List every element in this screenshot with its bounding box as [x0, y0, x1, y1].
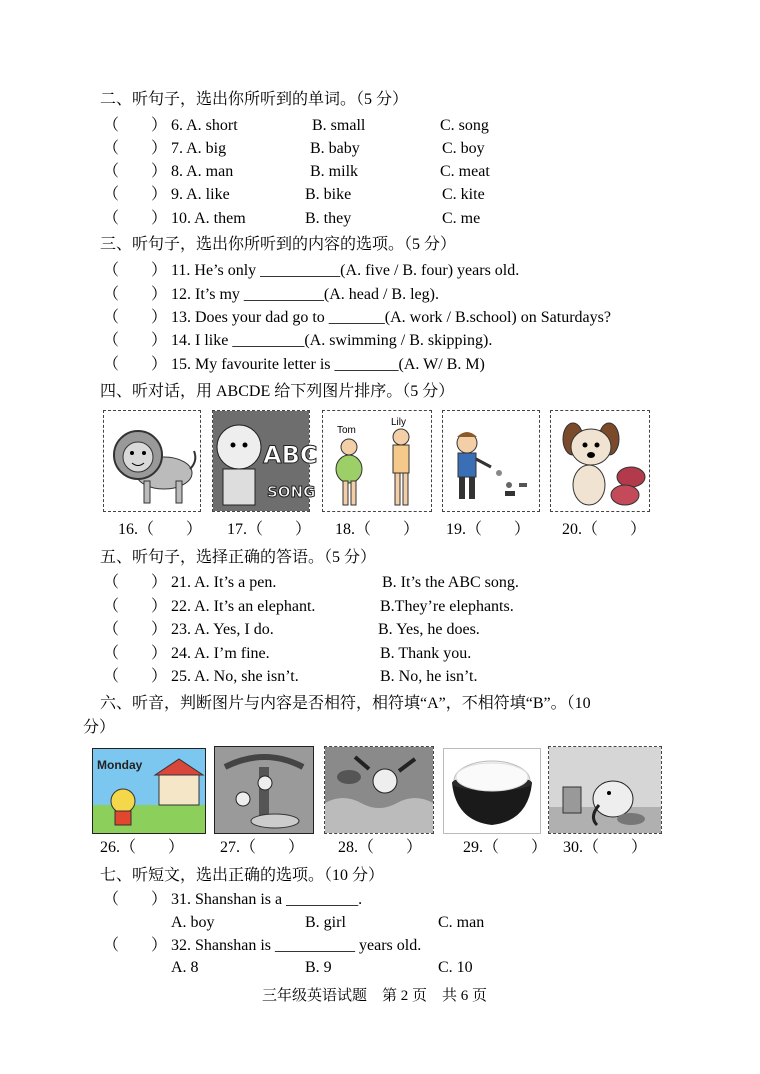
label-27[interactable]: 27.（ ） — [220, 839, 305, 856]
label-20[interactable]: 20.（ ） — [562, 521, 647, 538]
option-a: A. boy — [171, 914, 215, 931]
label-17[interactable]: 17.（ ） — [227, 521, 312, 538]
section-7-title: 七、听短文，选出正确的选项。（10 分） — [100, 867, 385, 884]
section-3-title: 三、听句子，选出你所听到的内容的选项。（5 分） — [100, 236, 457, 253]
abc-text: ABC — [263, 441, 318, 469]
option-a: 22. A. It’s an elephant. — [171, 598, 316, 615]
label-18[interactable]: 18.（ ） — [335, 521, 420, 538]
answer-paren[interactable]: （ ） — [103, 186, 168, 203]
answer-paren[interactable]: （ ） — [103, 645, 168, 662]
option-c: C. kite — [442, 186, 485, 203]
option-a: 24. A. I’m fine. — [171, 645, 270, 662]
option-a: 23. A. Yes, I do. — [171, 621, 274, 638]
tom-label: Tom — [337, 425, 356, 436]
answer-paren[interactable]: （ ） — [103, 891, 168, 908]
page-footer: 三年级英语试题 第 2 页 共 6 页 — [262, 988, 488, 1004]
option-b: B. It’s the ABC song. — [382, 574, 519, 591]
option-c: C. meat — [440, 163, 490, 180]
option-c: C. 10 — [438, 959, 473, 976]
option-a: 9. A. like — [171, 186, 230, 203]
option-b: B. No, he isn’t. — [380, 668, 478, 685]
option-b: B. they — [305, 210, 352, 227]
option-a: 6. A. short — [171, 117, 238, 134]
tom-lily-picture — [322, 410, 432, 512]
section-2-title: 二、听句子，选出你所听到的单词。（5 分） — [100, 91, 409, 108]
answer-paren[interactable]: （ ） — [103, 140, 168, 157]
option-b: B. girl — [305, 914, 346, 931]
answer-paren[interactable]: （ ） — [103, 262, 168, 279]
option-c: C. song — [440, 117, 489, 134]
answer-paren[interactable]: （ ） — [103, 621, 168, 638]
option-b: B. milk — [310, 163, 359, 180]
question-text: 11. He’s only __________(A. five / B. four) years old. — [171, 262, 520, 279]
answer-paren[interactable]: （ ） — [103, 117, 168, 134]
option-b: B. Yes, he does. — [378, 621, 480, 638]
monday-text: Monday — [97, 758, 143, 772]
option-b: B. bike — [305, 186, 352, 203]
abc-song-picture — [212, 410, 318, 512]
boy-throwing-picture — [442, 410, 540, 512]
question-text: 31. Shanshan is a _________. — [171, 891, 363, 908]
answer-paren[interactable]: （ ） — [103, 598, 168, 615]
option-c: C. me — [442, 210, 481, 227]
option-a: 8. A. man — [171, 163, 234, 180]
answer-paren[interactable]: （ ） — [103, 163, 168, 180]
option-a: 25. A. No, she isn’t. — [171, 668, 299, 685]
section-5-title: 五、听句子，选择正确的答语。（5 分） — [100, 549, 377, 566]
answer-paren[interactable]: （ ） — [103, 356, 168, 373]
option-a: 7. A. big — [171, 140, 227, 157]
answer-paren[interactable]: （ ） — [103, 210, 168, 227]
tree-climb-picture — [214, 746, 314, 834]
label-30[interactable]: 30.（ ） — [563, 839, 648, 856]
lily-label: Lily — [391, 417, 407, 428]
option-b: B.They’re elephants. — [380, 598, 514, 615]
rice-bowl-picture — [443, 748, 541, 834]
option-b: B. baby — [310, 140, 360, 157]
option-b: B. 9 — [305, 959, 332, 976]
option-a: 10. A. them — [171, 210, 246, 227]
label-26[interactable]: 26.（ ） — [100, 839, 185, 856]
section-6-title: 六、听音，判断图片与内容是否相符，相符填“A”，不相符填“B”。（10 — [100, 695, 591, 712]
label-28[interactable]: 28.（ ） — [338, 839, 423, 856]
answer-paren[interactable]: （ ） — [103, 286, 168, 303]
label-19[interactable]: 19.（ ） — [446, 521, 531, 538]
swimming-picture — [324, 746, 434, 834]
option-a: 21. A. It’s a pen. — [171, 574, 277, 591]
answer-paren[interactable]: （ ） — [103, 668, 168, 685]
question-text: 32. Shanshan is __________ years old. — [171, 937, 422, 954]
question-text: 13. Does your dad go to _______(A. work / B.school) on Saturdays? — [171, 309, 611, 326]
answer-paren[interactable]: （ ） — [103, 332, 168, 349]
option-b: B. Thank you. — [380, 645, 472, 662]
question-text: 15. My favourite letter is ________(A. W/ B. M) — [171, 356, 485, 373]
section-6-title-cont: 分） — [83, 719, 116, 736]
song-text: SONG — [267, 483, 316, 501]
dog-meat-picture — [550, 410, 650, 512]
option-c: C. boy — [442, 140, 485, 157]
option-c: C. man — [438, 914, 485, 931]
label-29[interactable]: 29.（ ） — [463, 839, 548, 856]
monday-picture — [92, 748, 206, 834]
label-16[interactable]: 16.（ ） — [118, 521, 203, 538]
answer-paren[interactable]: （ ） — [103, 937, 168, 954]
answer-paren[interactable]: （ ） — [103, 309, 168, 326]
section-4-title: 四、听对话，用 ABCDE 给下列图片排序。（5 分） — [100, 383, 455, 400]
option-b: B. small — [312, 117, 366, 134]
question-text: 14. I like _________(A. swimming / B. skipping). — [171, 332, 493, 349]
option-a: A. 8 — [171, 959, 199, 976]
lion-picture — [103, 410, 201, 512]
question-text: 12. It’s my __________(A. head / B. leg). — [171, 286, 439, 303]
answer-paren[interactable]: （ ） — [103, 574, 168, 591]
elephant-room-picture — [548, 746, 662, 834]
